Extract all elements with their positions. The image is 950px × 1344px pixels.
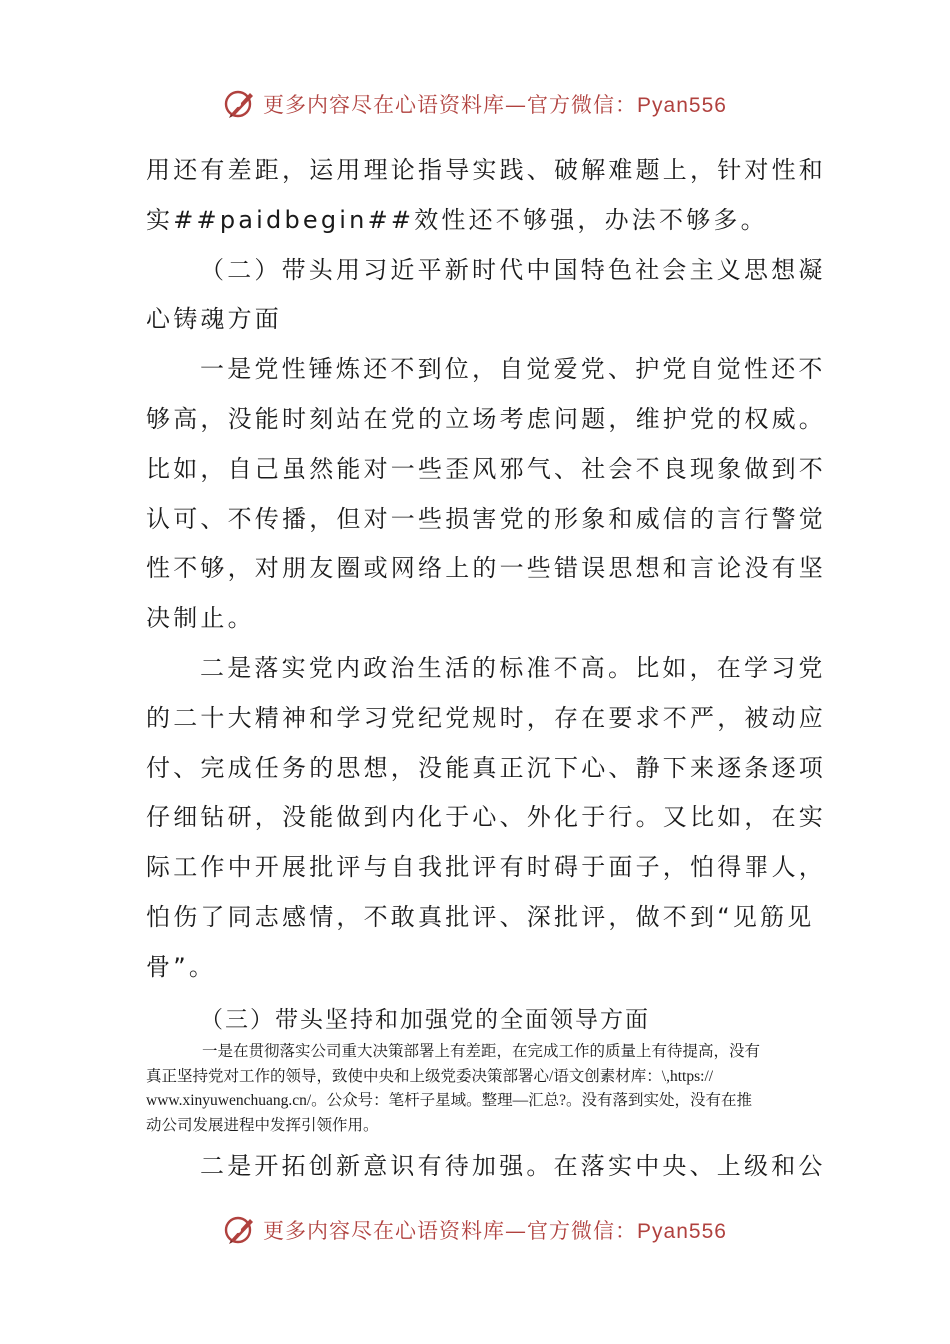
text-line: 骨”。 [146, 952, 217, 981]
banner-text [263, 1215, 727, 1245]
banner-content [223, 1213, 727, 1247]
text-line: 二是开拓创新意识有待加强。在落实中央、上级和公 [200, 1152, 826, 1180]
section-heading-3-text: （三）带头坚持和加强党的全面领导方面 [200, 1007, 650, 1033]
banner-text-latin: Pyan556 [637, 94, 727, 117]
banner-text-latin: Pyan556 [637, 1220, 727, 1243]
text-line: 一是党性锤炼还不到位，自觉爱党、护党自觉性还不 [200, 355, 826, 384]
small-print-paragraph [146, 1040, 811, 1138]
text-line: 付、完成任务的思想，没能真正沉下心、静下来逐条逐项 [146, 753, 826, 782]
text-line: 实##paidbegin##效性还不够强，办法不够多。 [146, 205, 768, 234]
small-line: www.xinyuwenchuang.cn/。公众号：笔杆子星域。整理—汇总?。没有落到实处，没有在推 [146, 1092, 753, 1110]
text-line: 性不够，对朋友圈或网络上的一些错误思想和言论没有坚 [146, 554, 826, 583]
text-line: 的二十大精神和学习党纪党规时，存在要求不严，被动应 [146, 703, 826, 732]
pen-logo-icon [223, 87, 257, 121]
text-line: 比如，自己虽然能对一些歪风邪气、社会不良现象做到不 [146, 454, 826, 483]
text-line: 际工作中开展批评与自我批评有时碍于面子，怕得罪人， [146, 853, 826, 882]
section-heading-2-cont: 心铸魂方面 [146, 305, 282, 334]
text-line: 二是落实党内政治生活的标准不高。比如，在学习党 [200, 653, 826, 682]
text-line: 仔细钻研，没能做到内化于心、外化于行。又比如，在实 [146, 803, 826, 832]
banner-text-cn: 更多内容尽在心语资料库—官方微信： [263, 93, 638, 117]
footer-banner[interactable] [0, 1210, 950, 1250]
banner-content [223, 87, 727, 121]
small-line: 一是在贯彻落实公司重大决策部署上有差距，在完成工作的质量上有待提高，没有 [202, 1043, 761, 1060]
text-line: 怕伤了同志感情，不敢真批评、深批评，做不到“见筋见 [146, 902, 815, 931]
pen-logo-icon [223, 1213, 257, 1247]
text-line: 够高，没能时刻站在党的立场考虑问题，维护党的权威。 [146, 404, 826, 433]
banner-text [263, 89, 727, 119]
small-line: 动公司发展进程中发挥引领作用。 [146, 1116, 379, 1134]
text-line: 决制止。 [146, 604, 255, 633]
body-section-bottom [146, 1142, 826, 1192]
banner-text-cn: 更多内容尽在心语资料库—官方微信： [263, 1219, 638, 1243]
header-banner[interactable] [0, 84, 950, 124]
body-section-top [146, 146, 826, 993]
section-heading-3 [200, 996, 860, 1046]
text-line: 用还有差距，运用理论指导实践、破解难题上，针对性和 [146, 156, 826, 184]
small-line: 真正坚持党对工作的领导，致使中央和上级党委决策部署心/语文创素材库：\,https:// [146, 1067, 714, 1085]
section-heading-2: （二）带头用习近平新时代中国特色社会主义思想凝 [200, 255, 826, 284]
text-line: 认可、不传播，但对一些损害党的形象和威信的言行警觉 [146, 504, 826, 533]
